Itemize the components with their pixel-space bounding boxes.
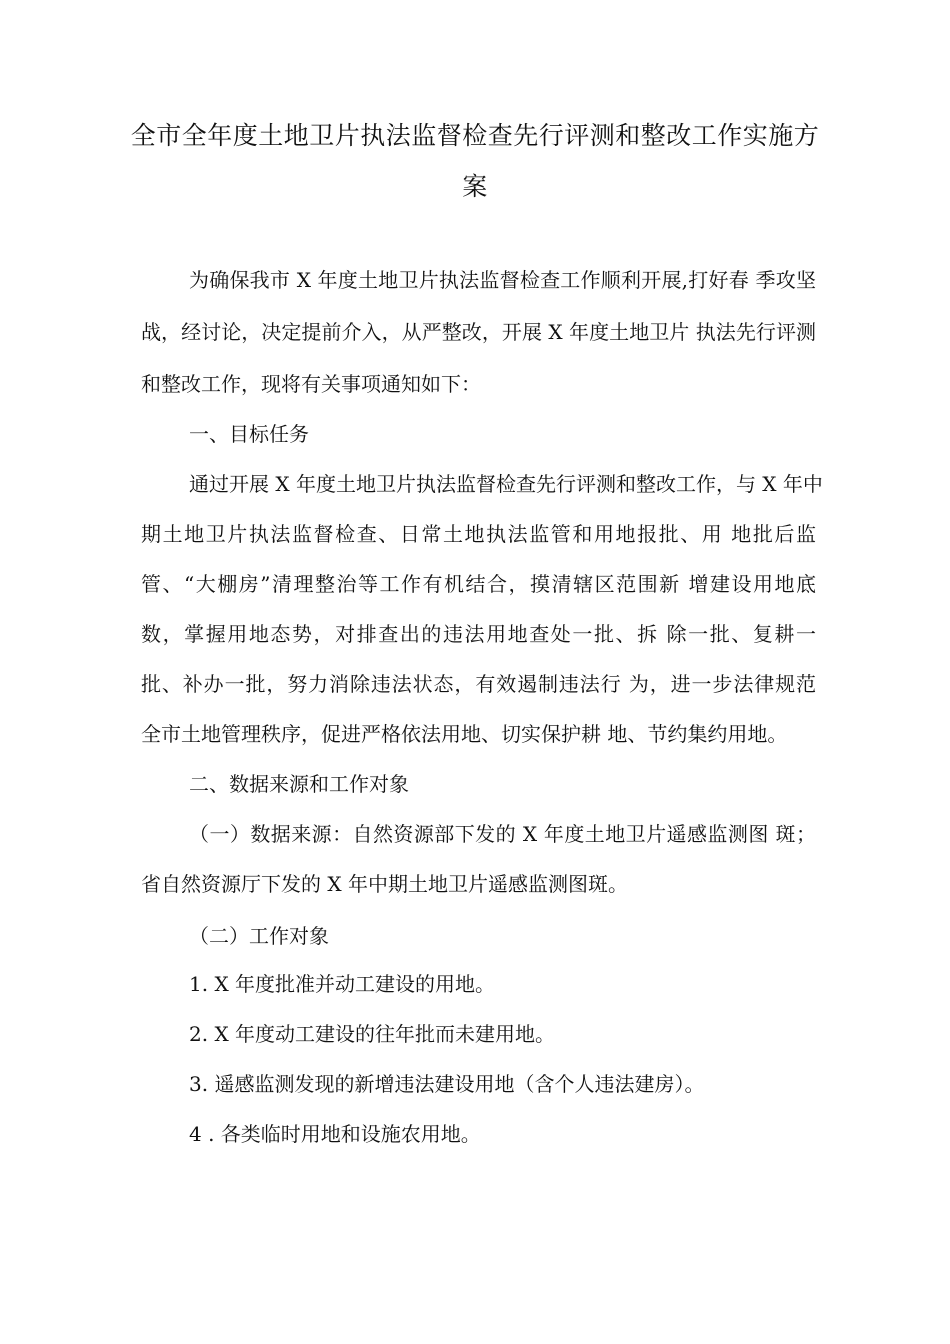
section-1-line-6: 全市土地管理秩序，促进严格依法用地、切实保护耕 地、节约集约用地。 [141, 722, 788, 746]
section-1-line-2: 期土地卫片执法监督检查、日常土地执法监管和用地报批、用 地批后监 [141, 522, 816, 546]
section-1-heading: 一、目标任务 [189, 422, 309, 446]
section-1-line-3: 管、“大棚房”清理整治等工作有机结合，摸清辖区范围新 增建设用地底 [141, 572, 816, 596]
work-object-item-2: 2. X 年度动工建设的往年批而未建用地。 [189, 1022, 556, 1046]
section-1-line-5: 批、补办一批，努力消除违法状态，有效遏制违法行 为，进一步法律规范 [141, 672, 816, 696]
section-2-sub-1-line-2: 省自然资源厅下发的 X 年中期土地卫片遥感监测图斑。 [141, 872, 628, 896]
section-2-sub-1-line-1: （一）数据来源：自然资源部下发的 X 年度土地卫片遥感监测图 斑； [189, 822, 816, 846]
intro-line-1: 为确保我市 X 年度土地卫片执法监督检查工作顺利开展,打好春 季攻坚 [189, 268, 816, 292]
section-2-heading: 二、数据来源和工作对象 [189, 772, 409, 796]
work-object-item-4: 4 . 各类临时用地和设施农用地。 [189, 1122, 481, 1146]
work-object-item-1: 1. X 年度批准并动工建设的用地。 [189, 972, 496, 996]
intro-line-3: 和整改工作，现将有关事项通知如下： [141, 372, 481, 396]
section-2-sub-2-heading: （二）工作对象 [189, 924, 329, 948]
document-title-line-2: 案 [462, 172, 488, 201]
intro-line-2: 战，经讨论，决定提前介入，从严整改，开展 X 年度土地卫片 执法先行评测 [141, 320, 816, 344]
section-1-line-4: 数，掌握用地态势，对排查出的违法用地查处一批、拆 除一批、复耕一 [141, 622, 816, 646]
document-title-line-1: 全市全年度土地卫片执法监督检查先行评测和整改工作实施方 [130, 121, 820, 150]
work-object-item-3: 3. 遥感监测发现的新增违法建设用地（含个人违法建房）。 [189, 1072, 705, 1096]
section-1-line-1: 通过开展 X 年度土地卫片执法监督检查先行评测和整改工作，与 X 年中 [189, 472, 823, 496]
